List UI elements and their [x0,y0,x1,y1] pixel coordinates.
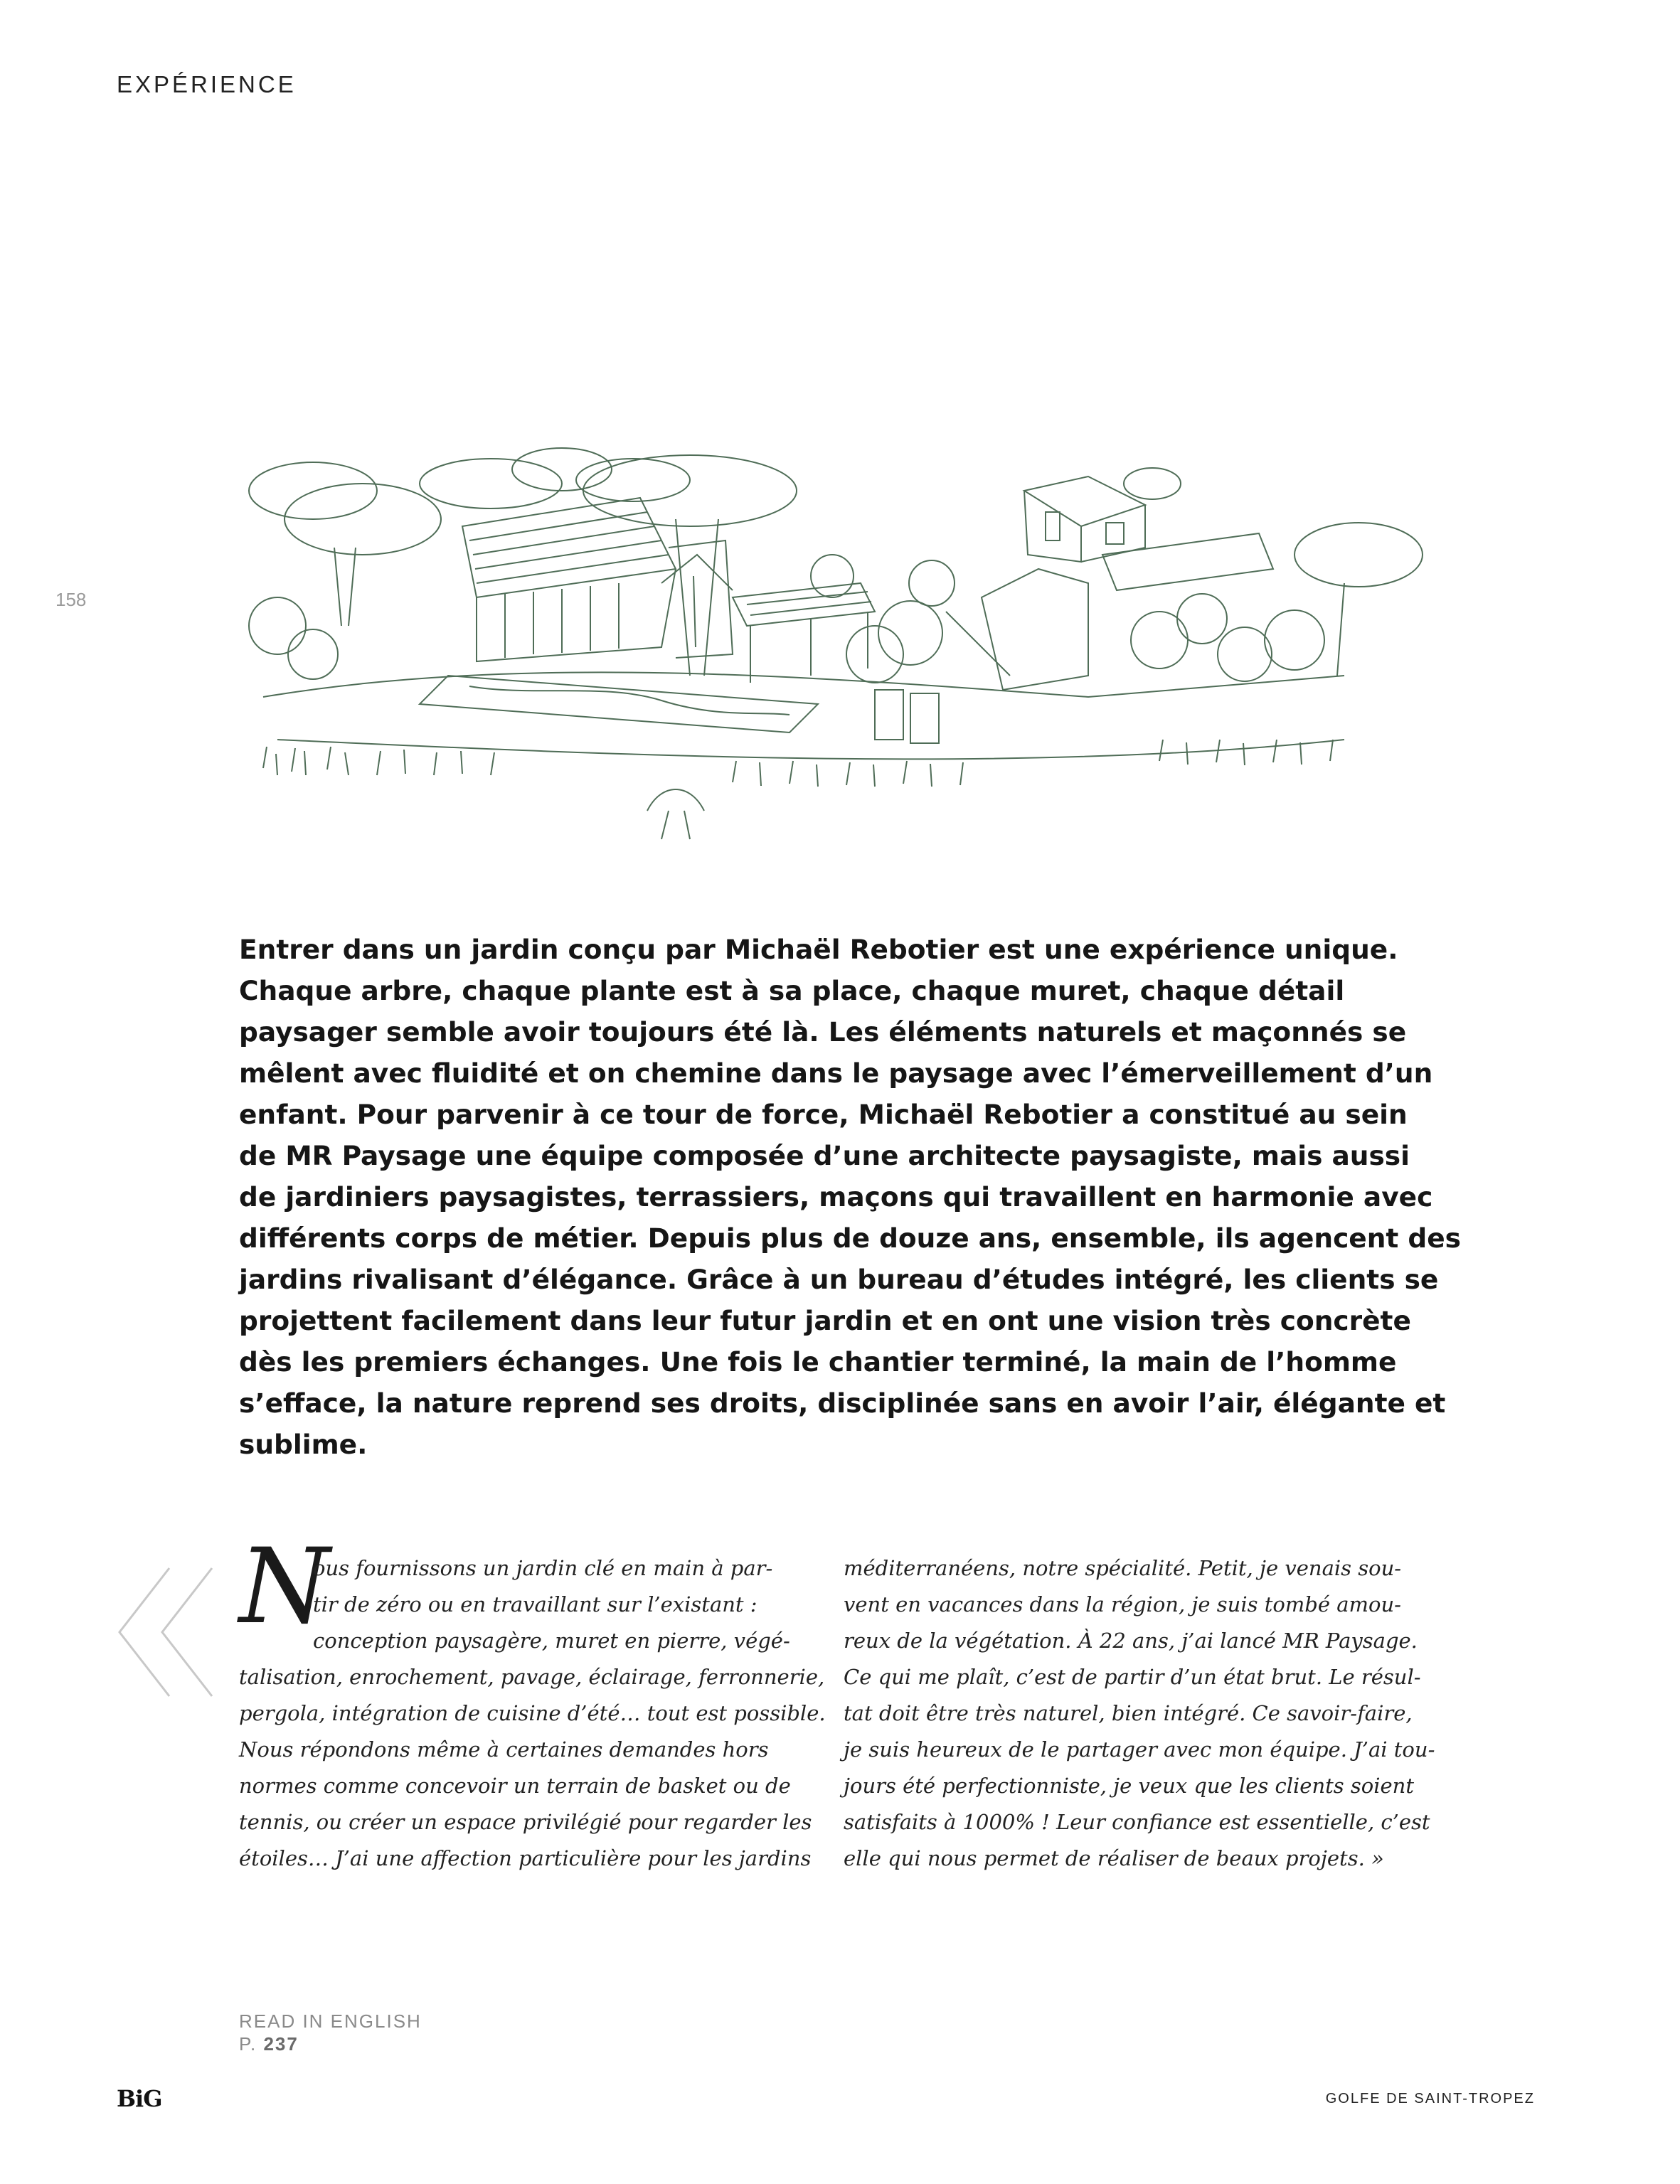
garden-illustration [235,441,1430,868]
read-in-english-label: READ IN ENGLISH [239,2010,422,2032]
quote-line: je suis heureux de le partager avec mon équipe. J’ai tou- [844,1737,1435,1762]
lead-line: mêlent avec fluidité et on chemine dans le paysage avec l’émerveillement d’un [239,1058,1433,1089]
page-number: 158 [55,589,87,610]
double-chevron-left-icon [112,1565,219,1700]
quote-line: normes comme concevoir un terrain de basket ou de [239,1774,791,1798]
lead-line: sublime. [239,1429,368,1460]
quote-line: reux de la végétation. À 22 ans, j’ai lancé MR Paysage. [844,1629,1418,1653]
page-prefix: P. [239,2033,257,2055]
lead-line: paysager semble avoir toujours été là. Les éléments naturels et maçonnés se [239,1016,1407,1048]
lead-paragraph [239,929,1462,1465]
quote-line: jours été perfectionniste, je veux que les clients soient [844,1774,1414,1798]
lead-line: Entrer dans un jardin conçu par Michaël Rebotier est une expérience unique. [239,934,1398,965]
page-ref-number: 237 [263,2033,299,2055]
brand-logo: BiG [117,2085,162,2112]
lead-line: différents corps de métier. Depuis plus de douze ans, ensemble, ils agencent des [239,1222,1462,1254]
quote-line: étoiles… J’ai une affection particulière pour les jardins [239,1846,812,1870]
section-label: EXPÉRIENCE [117,71,297,97]
quote-line: elle qui nous permet de réaliser de beaux projets. » [844,1846,1384,1870]
quote-line: talisation, enrochement, pavage, éclairage, ferronnerie, [239,1665,825,1689]
lead-line: enfant. Pour parvenir à ce tour de force, Michaël Rebotier a constitué au sein [239,1099,1408,1130]
quote-line: Nous répondons même à certaines demandes hors [239,1737,769,1762]
lead-line: s’efface, la nature reprend ses droits, disciplinée sans en avoir l’air, élégante et [239,1387,1446,1419]
lead-line: de jardiniers paysagistes, terrassiers, maçons qui travaillent en harmonie avec [239,1181,1433,1213]
quote-column-right [844,1550,1435,1877]
quote-line: ous fournissons un jardin clé en main à par- [313,1556,773,1580]
lead-line: dès les premiers échanges. Une fois le chantier terminé, la main de l’homme [239,1346,1397,1378]
read-in-english-link[interactable] [239,2010,422,2055]
lead-line: Chaque arbre, chaque plante est à sa place, chaque muret, chaque détail [239,975,1345,1006]
quote-line: tennis, ou créer un espace privilégié pour regarder les [239,1810,812,1834]
quote-line: méditerranéens, notre spécialité. Petit, je venais sou- [844,1556,1402,1580]
lead-line: de MR Paysage une équipe composée d’une architecte paysagiste, mais aussi [239,1140,1410,1171]
english-page-ref [239,2033,422,2055]
quote-line: tir de zéro ou en travaillant sur l’existant : [313,1592,757,1616]
quote-line: vent en vacances dans la région, je suis tombé amou- [844,1592,1401,1616]
footer-region: GOLFE DE SAINT-TROPEZ [1325,2091,1535,2106]
quote-line: conception paysagère, muret en pierre, végé- [313,1629,790,1653]
quote-line: tat doit être très naturel, bien intégré. Ce savoir-faire, [844,1701,1413,1725]
quote-column-left [239,1550,826,1877]
lead-line: jardins rivalisant d’élégance. Grâce à un bureau d’études intégré, les clients se [239,1264,1439,1295]
quote-line: pergola, intégration de cuisine d’été… tout est possible. [239,1701,826,1725]
drop-cap: N [239,1526,330,1647]
quote-line: satisfaits à 1000% ! Leur confiance est essentielle, c’est [844,1810,1430,1834]
quote-line: Ce qui me plaît, c’est de partir d’un état brut. Le résul- [844,1665,1421,1689]
lead-line: projettent facilement dans leur futur jardin et en ont une vision très concrète [239,1305,1411,1336]
